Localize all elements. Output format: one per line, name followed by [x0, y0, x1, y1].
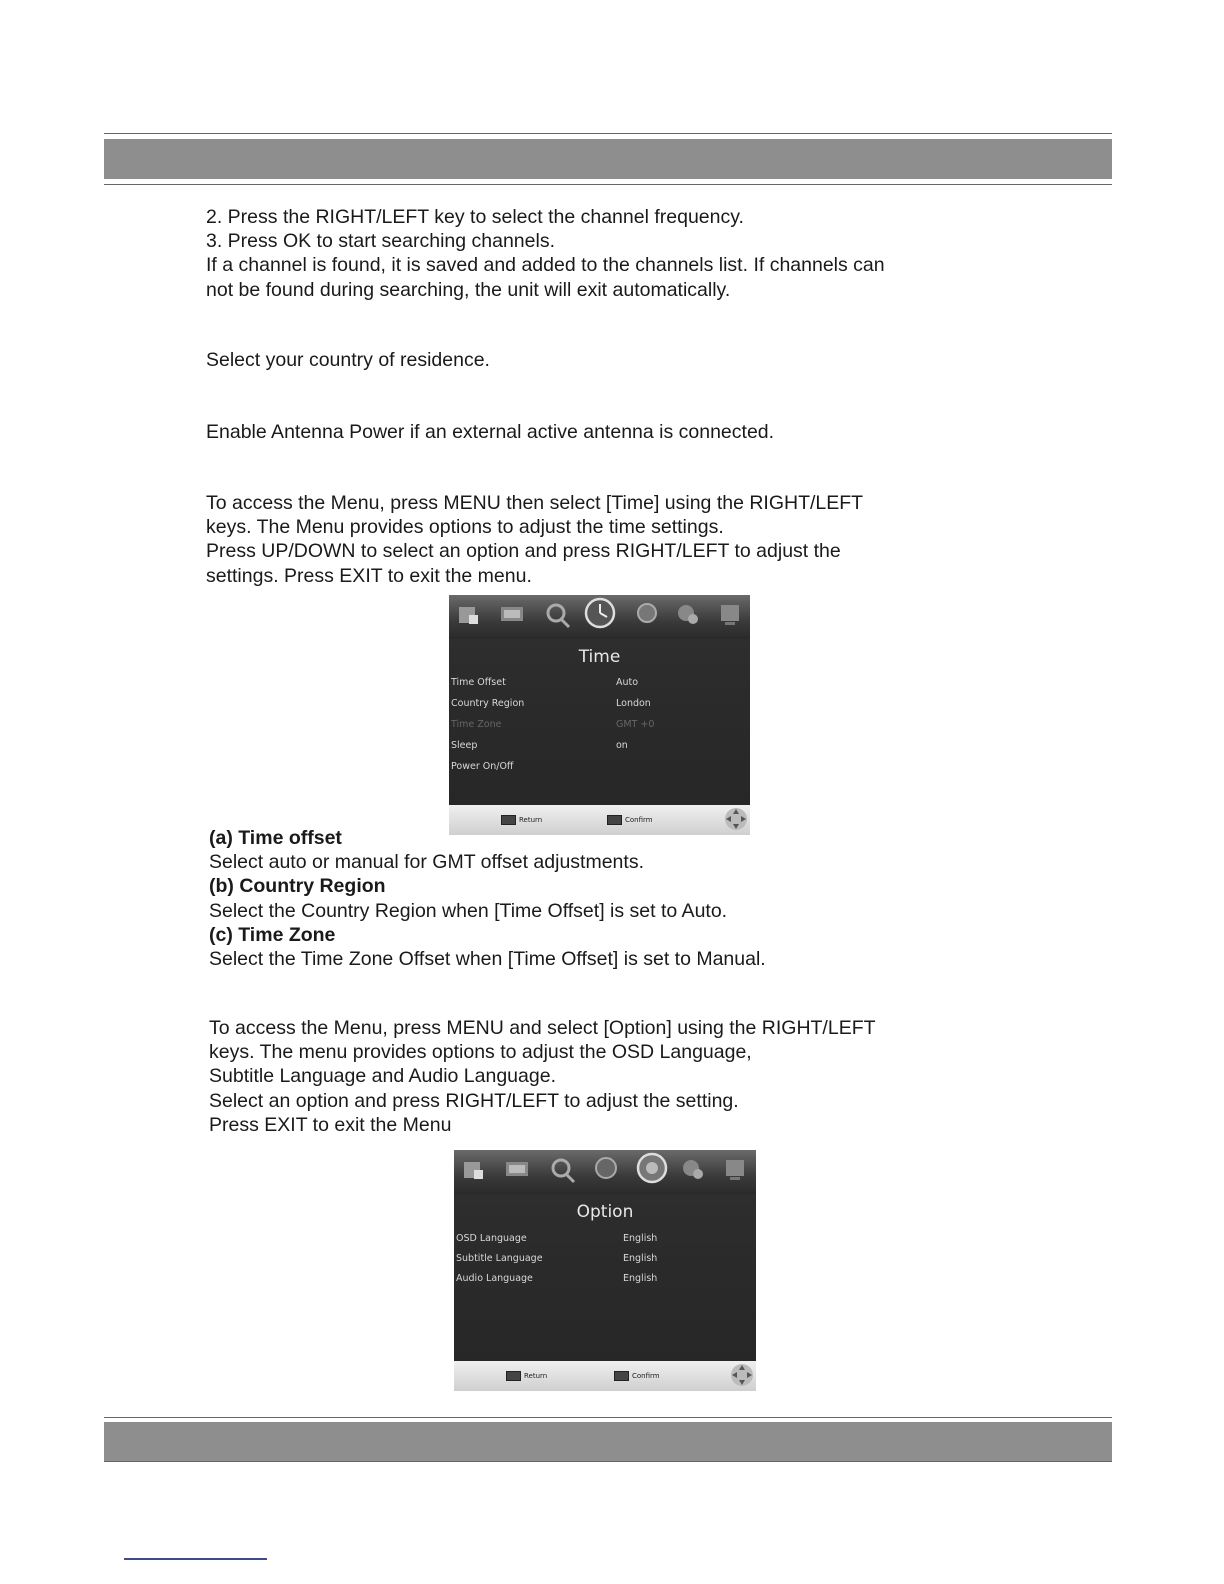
search-icon [553, 1160, 574, 1182]
subtitle-language-label: Subtitle Language [456, 1253, 543, 1264]
header-band [104, 139, 1112, 179]
time-zone-label: Time Zone [451, 719, 502, 730]
time-screen-title: Time [578, 647, 621, 667]
time-section-line: settings. Press EXIT to exit the menu. [206, 564, 532, 587]
return-key: Return [501, 815, 542, 825]
osd-language-label: OSD Language [456, 1233, 527, 1244]
page-underline [124, 1558, 267, 1560]
time-offset-heading: (a) Time offset [209, 827, 342, 849]
country-region-label: Country Region [451, 698, 525, 709]
footer-rule-top [104, 1417, 1112, 1418]
option-screen-title: Option [576, 1202, 634, 1222]
menu-icon-bar [454, 1150, 756, 1194]
confirm-key: Confirm [614, 1371, 660, 1381]
tv-icon [726, 1160, 744, 1180]
sleep-value: on [616, 740, 628, 751]
intro-paragraph [206, 205, 885, 302]
return-key: Return [506, 1371, 547, 1381]
osd-language-value: English [623, 1233, 658, 1244]
confirm-key: Confirm [607, 815, 653, 825]
time-menu-row[interactable] [449, 757, 750, 777]
picture-icon [459, 607, 478, 624]
audio-language-value: English [623, 1273, 658, 1284]
option-menu-row[interactable] [454, 1269, 756, 1289]
option-section-line: Subtitle Language and Audio Language. [209, 1065, 556, 1088]
time-offset-label: Time Offset [451, 677, 506, 688]
intro-line: 2. Press the RIGHT/LEFT key to select the channel frequency. [206, 206, 744, 228]
option-section-line: Press EXIT to exit the Menu [209, 1113, 452, 1136]
option-section-line: Select an option and press RIGHT/LEFT to adjust the setting. [209, 1089, 739, 1112]
time-offset-description: Select auto or manual for GMT offset adjustments. [209, 851, 644, 874]
intro-line: not be found during searching, the unit will exit automatically. [206, 278, 731, 301]
antenna-text: Enable Antenna Power if an external active antenna is connected. [206, 421, 775, 443]
time-section-line: To access the Menu, press MENU then select [Time] using the RIGHT/LEFT [206, 492, 864, 514]
time-menu-row[interactable] [449, 715, 750, 735]
picture-icon [464, 1162, 483, 1179]
menu-icon-bar [449, 595, 750, 639]
option-section-paragraph [209, 1016, 876, 1137]
search-icon [548, 605, 569, 627]
sleep-label: Sleep [451, 740, 478, 751]
audio-language-label: Audio Language [456, 1273, 533, 1284]
option-menu-screenshot [454, 1150, 756, 1391]
time-zone-value: GMT +0 [616, 719, 655, 730]
country-text: Select your country of residence. [206, 349, 490, 371]
intro-line: 3. Press OK to start searching channels. [206, 230, 556, 253]
channel-icon [506, 1162, 528, 1176]
time-items [209, 826, 766, 971]
country-region-description: Select the Country Region when [Time Offset] is set to Auto. [209, 899, 728, 922]
time-menu-row[interactable] [449, 673, 750, 693]
subtitle-language-value: English [623, 1253, 658, 1264]
intro-line: If a channel is found, it is saved and added to the channels list. If channels can [206, 254, 885, 277]
power-onoff-label: Power On/Off [451, 761, 514, 772]
country-region-heading: (b) Country Region [209, 875, 386, 898]
time-section-line: keys. The Menu provides options to adjust the time settings. [206, 516, 724, 539]
option-icon [638, 1154, 666, 1182]
gear-icon [683, 1160, 703, 1179]
option-section-line: keys. The menu provides options to adjust the OSD Language, [209, 1041, 752, 1064]
time-offset-value: Auto [616, 677, 639, 688]
channel-icon [501, 607, 523, 621]
time-menu-screenshot [449, 595, 750, 835]
header-rule-top [104, 133, 1112, 134]
tv-icon [721, 605, 739, 625]
navigation-pad-icon [730, 1362, 754, 1388]
option-menu-row[interactable] [454, 1229, 756, 1249]
footer-band [104, 1422, 1112, 1462]
time-zone-description: Select the Time Zone Offset when [Time Offset] is set to Manual. [209, 948, 766, 971]
time-section-line: Press UP/DOWN to select an option and press RIGHT/LEFT to adjust the [206, 540, 841, 563]
footer-rule-bottom [104, 1461, 1112, 1462]
time-menu-row[interactable] [449, 694, 750, 714]
gear-icon [678, 605, 698, 624]
clock-icon [586, 599, 614, 627]
time-menu-row[interactable] [449, 736, 750, 756]
option-screen-footer [454, 1361, 756, 1391]
option-icon [638, 604, 656, 622]
option-menu-row[interactable] [454, 1249, 756, 1269]
clock-icon [596, 1158, 616, 1178]
country-region-value: London [616, 698, 651, 709]
header-rule-bottom [104, 184, 1112, 185]
time-zone-heading: (c) Time Zone [209, 923, 336, 946]
option-section-line: To access the Menu, press MENU and select [Option] using the RIGHT/LEFT [209, 1017, 876, 1039]
time-section-paragraph [206, 491, 863, 588]
